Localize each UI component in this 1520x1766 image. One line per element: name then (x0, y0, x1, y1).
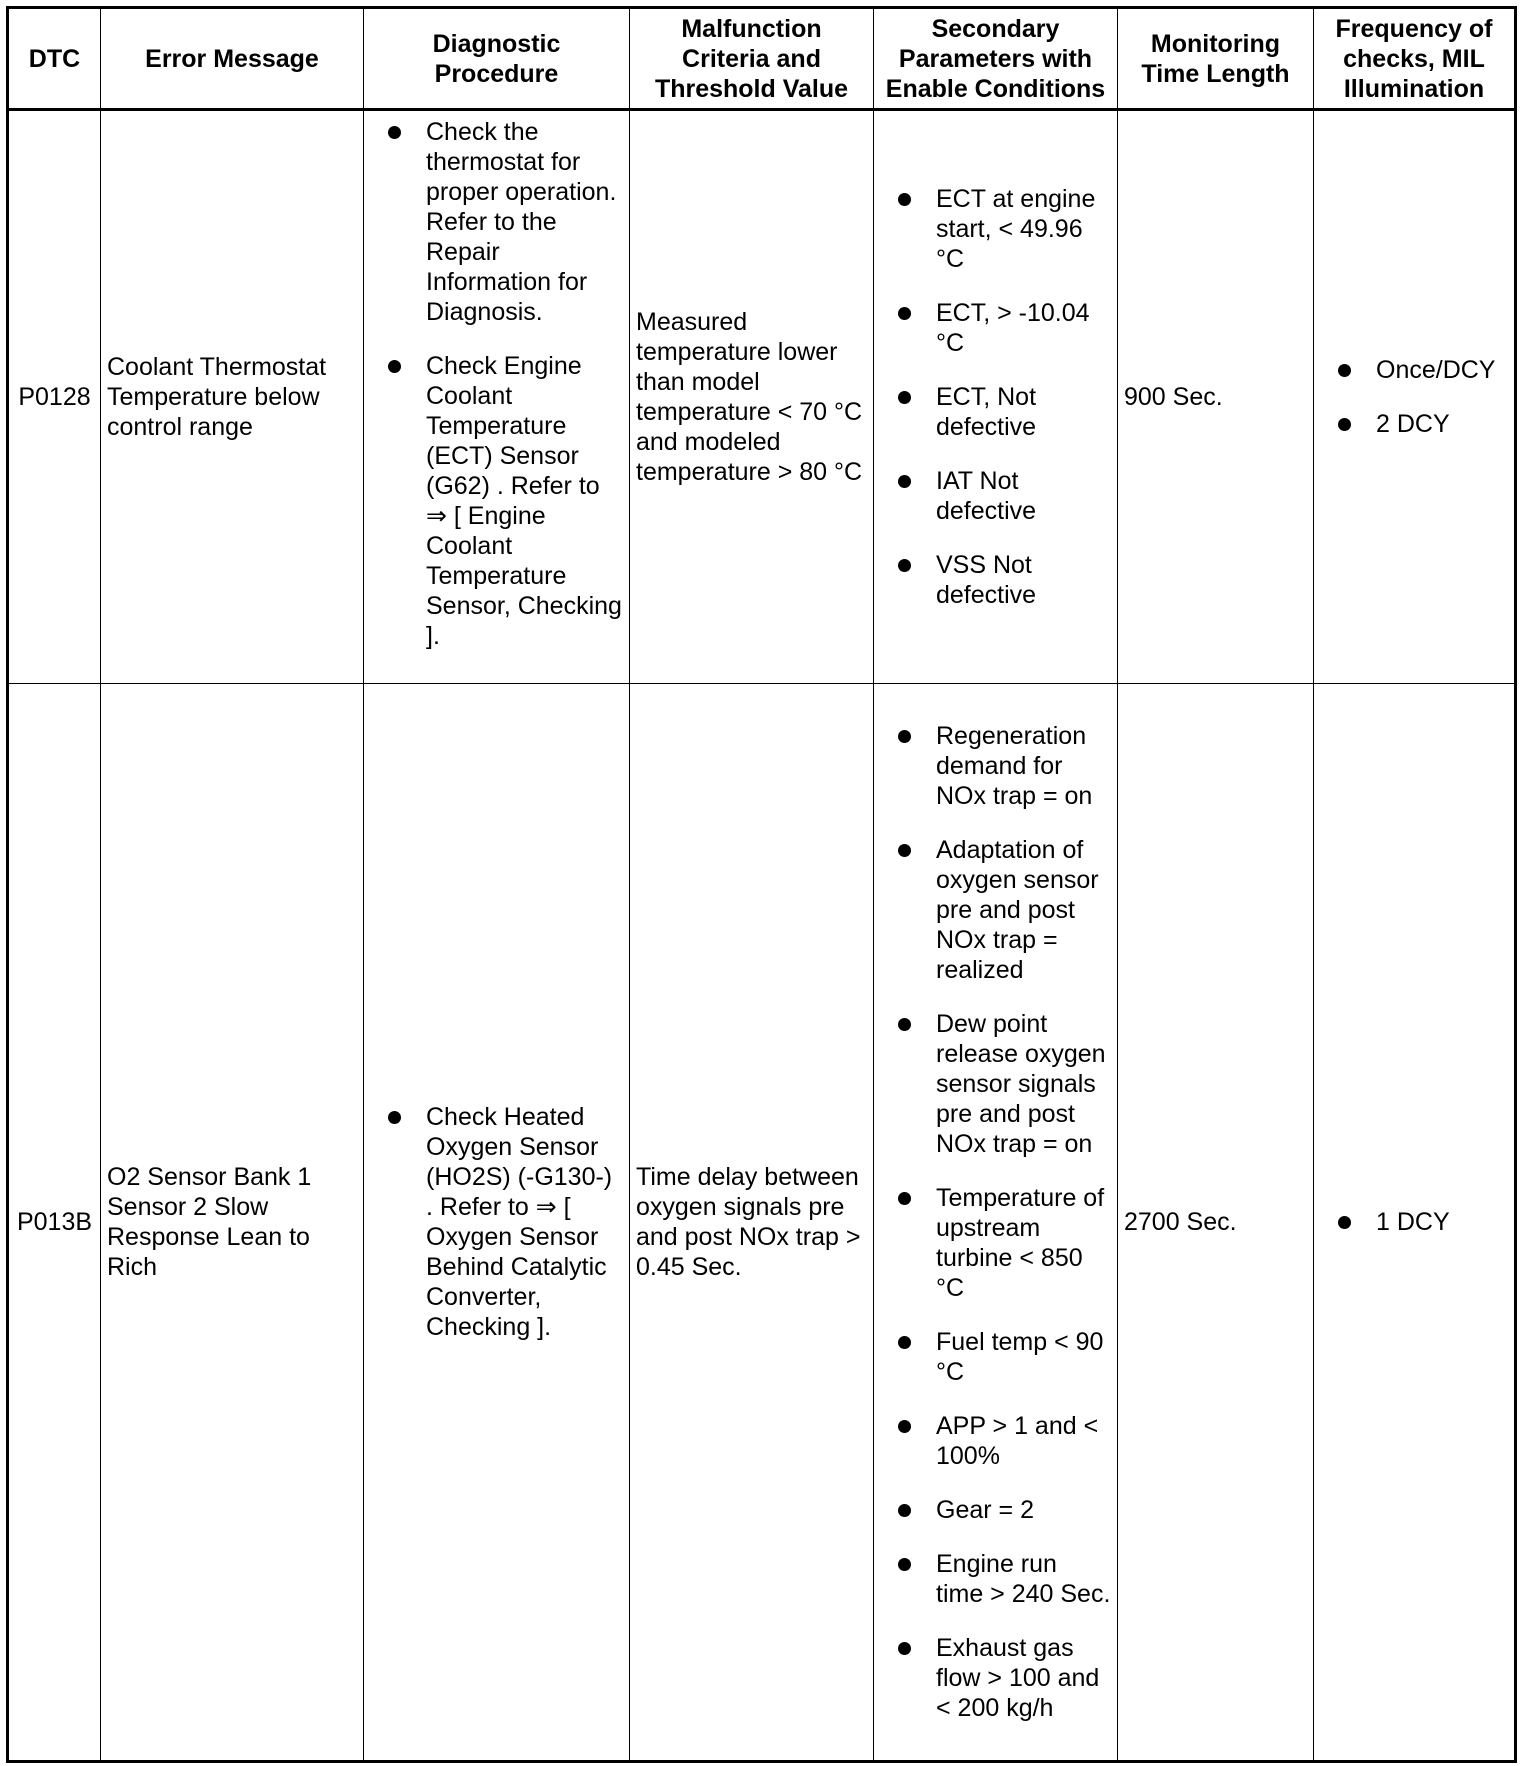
secondary-item: Exhaust gas flow > 100 and < 200 kg/h (880, 1633, 1111, 1723)
header-diagnostic-procedure: Diagnostic Procedure (364, 8, 630, 110)
secondary-item: Gear = 2 (880, 1495, 1111, 1525)
procedure-item: Check Engine Coolant Temperature (ECT) Sensor (G62) . Refer to ⇒ [ Engine Coolant Temperature Sensor, Checking ]. (370, 351, 623, 651)
procedure-item: Check the thermostat for proper operation. Refer to the Repair Information for Diagnosis. (370, 117, 623, 327)
monitoring-time: 900 Sec. (1118, 110, 1314, 684)
secondary-item: Dew point release oxygen sensor signals pre and post NOx trap = on (880, 1009, 1111, 1159)
frequency-list (1320, 355, 1508, 439)
procedure-list (370, 117, 623, 651)
malfunction-criteria: Time delay between oxygen signals pre and post NOx trap > 0.45 Sec. (630, 684, 874, 1762)
secondary-item: ECT at engine start, < 49.96 °C (880, 184, 1111, 274)
header-dtc: DTC (8, 8, 101, 110)
secondary-item: ECT, Not defective (880, 382, 1111, 442)
frequency-item: 2 DCY (1320, 409, 1508, 439)
frequency-item: 1 DCY (1320, 1207, 1508, 1237)
header-row (8, 8, 1516, 110)
header-secondary-parameters: Secondary Parameters with Enable Conditions (874, 8, 1118, 110)
header-malfunction-criteria: Malfunction Criteria and Threshold Value (630, 8, 874, 110)
frequency-list (1320, 1207, 1508, 1237)
dtc-code: P0128 (8, 110, 101, 684)
header-error-message: Error Message (101, 8, 364, 110)
procedure-list (370, 1102, 623, 1342)
secondary-item: Fuel temp < 90 °C (880, 1327, 1111, 1387)
secondary-parameters (874, 110, 1118, 684)
frequency-item: Once/DCY (1320, 355, 1508, 385)
secondary-list (880, 721, 1111, 1723)
dtc-code: P013B (8, 684, 101, 1762)
secondary-item: Engine run time > 240 Sec. (880, 1549, 1111, 1609)
secondary-item: IAT Not defective (880, 466, 1111, 526)
secondary-parameters (874, 684, 1118, 1762)
table-row (8, 110, 1516, 684)
diagnostic-procedure (364, 110, 630, 684)
secondary-list (880, 184, 1111, 610)
malfunction-criteria: Measured temperature lower than model temperature < 70 °C and modeled temperature > 80 °C (630, 110, 874, 684)
monitoring-time: 2700 Sec. (1118, 684, 1314, 1762)
secondary-item: ECT, > -10.04 °C (880, 298, 1111, 358)
dtc-table (6, 6, 1517, 1763)
frequency (1314, 684, 1516, 1762)
secondary-item: Regeneration demand for NOx trap = on (880, 721, 1111, 811)
error-message: O2 Sensor Bank 1 Sensor 2 Slow Response Lean to Rich (101, 684, 364, 1762)
secondary-item: Temperature of upstream turbine < 850 °C (880, 1183, 1111, 1303)
header-frequency: Frequency of checks, MIL Illumination (1314, 8, 1516, 110)
secondary-item: VSS Not defective (880, 550, 1111, 610)
secondary-item: Adaptation of oxygen sensor pre and post NOx trap = realized (880, 835, 1111, 985)
table-row (8, 684, 1516, 1762)
frequency (1314, 110, 1516, 684)
error-message: Coolant Thermostat Temperature below control range (101, 110, 364, 684)
procedure-item: Check Heated Oxygen Sensor (HO2S) (-G130-) . Refer to ⇒ [ Oxygen Sensor Behind Catalytic Converter, Checking ]. (370, 1102, 623, 1342)
header-monitoring-time: Monitoring Time Length (1118, 8, 1314, 110)
diagnostic-procedure (364, 684, 630, 1762)
secondary-item: APP > 1 and < 100% (880, 1411, 1111, 1471)
